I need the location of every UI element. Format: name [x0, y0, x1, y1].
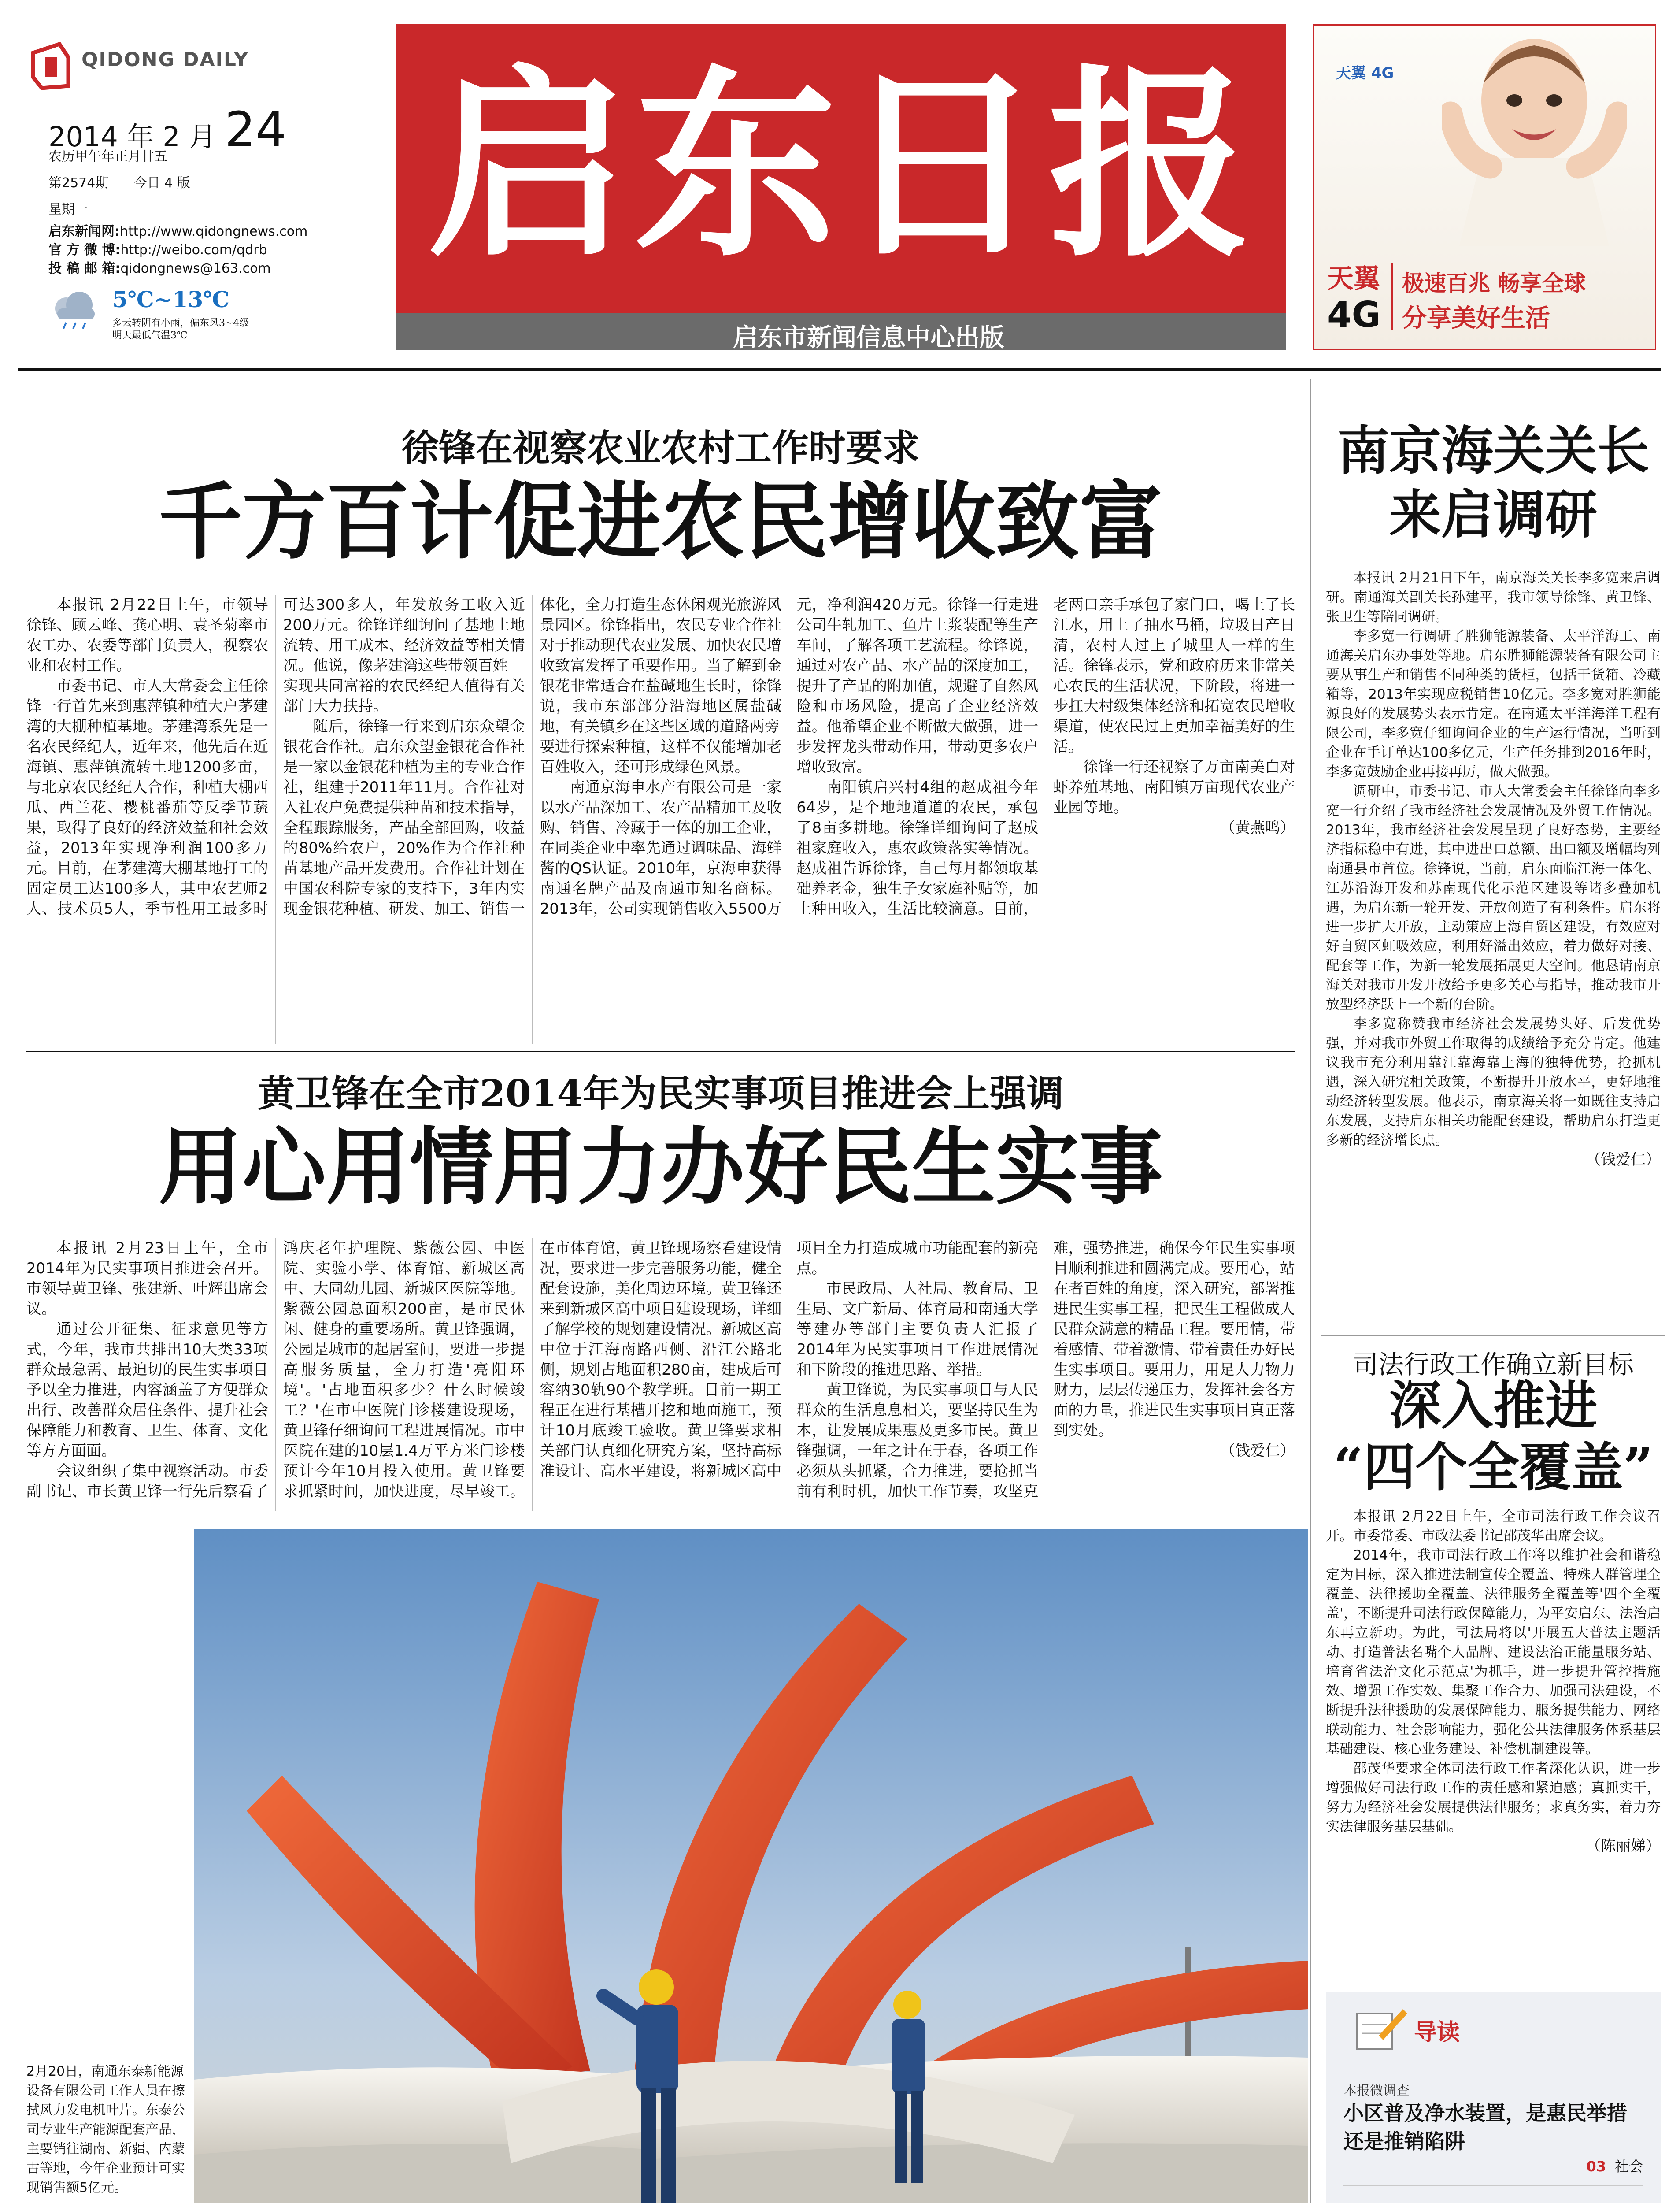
side1-headline[interactable]: 南京海关关长来启调研	[1337, 420, 1649, 545]
side2-headline-line1: 深入推进	[1389, 1375, 1597, 1436]
story1-paragraph: 本报讯 2月22日上午，市领导徐锋、顾云峰、龚心明、袁圣菊率市农工办、农委等部门负责人，视察农业和农村工作。	[26, 596, 268, 675]
side2-body	[1326, 1507, 1661, 1974]
guide-item-page	[1343, 2155, 1643, 2176]
telecom-advertisement[interactable]	[1313, 24, 1656, 350]
masthead	[0, 0, 1680, 361]
ad-divider	[1391, 263, 1393, 330]
temperature-range: 5℃~13℃	[112, 286, 230, 312]
guide-item-title	[1343, 2201, 1643, 2203]
side1-byline: （钱爱仁）	[1586, 1151, 1661, 1168]
guide-item[interactable]	[1343, 2201, 1643, 2203]
side2-paragraph: 邵茂华要求全体司法行政工作者深化认识，进一步增强做好司法行政工作的责任感和紧迫感；真抓实干，努力为经济社会发展提供法律服务；求真务实，着力夯实法律服务基层基础。	[1326, 1761, 1661, 1835]
side2-kicker: 司法行政工作确立新目标	[1352, 1350, 1634, 1380]
story1-paragraph: 徐锋一行还视察了万亩南美白对虾养殖基地、南阳镇万亩现代农业产业园等地。	[1053, 758, 1295, 816]
ad-slogan-line2: 分享美好生活	[1402, 304, 1550, 333]
issue-info	[48, 172, 190, 191]
contact-label: 启东新闻网:	[48, 224, 120, 239]
story1-body	[26, 595, 1295, 1044]
section-rule	[26, 1051, 1295, 1052]
ad-brand: 天翼	[1327, 263, 1380, 294]
story1-kicker: 徐锋在视察农业农村工作时要求	[401, 426, 920, 470]
story2-body	[26, 1238, 1295, 1511]
guide-box	[1326, 1992, 1661, 2203]
contact-row	[48, 223, 307, 241]
story2-paragraph: 会议组织了集中视察活动。市委副书记、市长黄卫锋一行先后察看了鸿庆老年护理院、紫薇公园、中医院、实验小学、体育馆、新城区高中、大同幼儿园、新城区医院等地。紫薇公园总面积200亩，是市民休闲、健身的重要场所。黄卫锋强调，公园是城市的起居室间，要进一步提高服务质量，全力打造'亮阳环境'。'占地面积多少？什么时候竣工？'在市中医院门诊楼建设现场，黄卫锋仔细询问工程进展情况。市中医院在建的10层1.4万平方米门诊楼预计今年10月投入使用。黄卫锋要求抓紧时间，加快进度，尽早竣工。在市体育馆，黄卫锋现场察看建设情况，要求进一步完善服务功能，健全配套设施，美化周边环境。黄卫锋还来到新城区高中项目建设现场，详细了解学校的规划建设情况。新城区高中位于江海南路西侧、沿江公路北侧，规划占地面积280亩，建成后可容纳30轨90个教学班。目前一期工程正在进行基槽开挖和地面施工，预计10月底竣工验收。黄卫锋要求相关部门认真细化研究方案，坚持高标准设计、高水平建设，将新城区高中项目全力打造成城市功能配套的新亮点。	[26, 1239, 1039, 1500]
weather-box	[48, 286, 357, 344]
side1-paragraph: 李多宽称赞我市经济社会发展势头好、后发优势强，并对我市外贸工作取得的成绩给予充分肯定。他建议我市充分利用靠江靠海靠上海的独特优势，抢抓机遇，深入研究相关政策，不断提升开放水平，更好地推动经济转型发展。他表示，南京海关将一如既往支持启东发展，支持启东相关功能配套建设，帮助启东打造更多新的经济增长点。	[1326, 1016, 1661, 1148]
day-number: 24	[225, 101, 287, 158]
wind-turbine-blades-photo[interactable]	[194, 1529, 1308, 2203]
story1-paragraph: 南通京海申水产有限公司是一家以水产品深加工、农产品精加工及收购、销售、冷藏于一体的加工企业，在同类企业中率先通过调味品、海鲜酱的QS认证。2010年，京海申获得南通名牌产品及南通市知名商标。2013年，公司实现销售收入5500万元，净利润420万元。徐锋一行走进公司牛轧加工、鱼片上浆装配等生产车间，了解各项工艺流程。徐锋说，通过对农产品、水产品的深度加工，提升了产品的附加值，规避了自然风险和市场风险，提高了企业经济效益。他希望企业不断做大做强，进一步发挥龙头带动作用，带动更多农户增收致富。	[540, 596, 1039, 918]
side1-paragraph: 调研中，市委书记、市人大常委会主任徐锋向李多宽一行介绍了我市经济社会发展情况及外贸工作情况。2013年，我市经济社会发展呈现了良好态势，主要经济指标稳中有进，其中进出口总额、出口额及增幅均列南通县市首位。徐锋说，当前，启东面临江海一体化、江苏沿海开发和苏南现代化示范区建设等诸多叠加机遇，为启东新一轮开发、开放创造了有利条件。启东将进一步扩大开放，主动策应上海自贸区建设，有效应对好自贸区虹吸效应，利用好溢出效应，着力做好对接、配套等工作，为新一轮发展拓展更大空间。他恳请南京海关对我市开发开放给予更多关心与指导，推动我市开放型经济跃上一个新的台阶。	[1326, 783, 1661, 1012]
side2-paragraph: 2014年，我市司法行政工作将以维护社会和谐稳定为目标，深入推进法制宣传全覆盖、特殊人群管理全覆盖、法律援助全覆盖、法律服务全覆盖等'四个全覆盖'，不断提升司法行政保障能力，为平安启东、法治启东再立新功。为此，司法局将以'开展五大普法主题活动、打造普法名嘴个人品牌、建设法治正能量服务站、培育省法治文化示范点'为抓手，进一步提升管控措施效、增强工作实效、集聚工作合力、加强司法建设，不断提升法律援助的发展保障能力、服务提供能力、网络联动能力、社会影响能力，强化公共法律服务体系基层基础建设、核心业务建设、补偿机制建设等。	[1326, 1547, 1661, 1757]
side2-headline[interactable]	[1321, 1375, 1665, 1498]
story1-paragraph: 实现共同富裕的农民经纪人值得有关部门大力扶持。	[283, 677, 525, 715]
contact-label: 官 方 微 博:	[48, 242, 121, 258]
story1-paragraph: 市委书记、市人大常委会主任徐锋一行首先来到惠萍镇种植大户茅建湾的大棚种植基地。茅建湾系先是一名农民经纪人，近年来，他先后在近海镇、惠萍镇流转土地1200多亩，与北京农民经纪人合作，种植大棚西瓜、西兰花、樱桃番茄等反季节蔬果，取得了良好的经济效益和社会效益，2013年实现净利润100多万元。目前，在茅建湾大棚基地打工的固定员工达100多人，其中农艺师2人、技术员5人，季节性用工最多时可达300多人，年发放务工收入近200万元。徐锋详细询问了基地土地流转、用工成本、经济效益等相关情况。他说，像茅建湾这些带领百姓	[26, 596, 525, 918]
story1-byline: （黄燕鸣）	[1220, 819, 1295, 837]
newspaper-logo-icon	[26, 40, 75, 93]
ad-slogan-line1: 极速百兆 畅享全球	[1402, 271, 1586, 296]
ad-brand-4g: 4G	[1327, 294, 1381, 335]
side2-paragraph: 本报讯 2月22日上午，全市司法行政工作会议召开。市委常委、市政法委书记邵茂华出席会议。	[1326, 1509, 1661, 1544]
masthead-rule	[18, 368, 1661, 371]
story1-paragraph: 要进行探索种植，这样不仅能增加老百姓收入，还可形成绿色风景。	[540, 738, 782, 776]
guide-title: 导读	[1414, 2019, 1460, 2046]
guide-item[interactable]	[1343, 2080, 1643, 2176]
story2-kicker: 黄卫锋在全市2014年为民实事项目推进会上强调	[258, 1072, 1064, 1115]
ad-slogan	[1402, 266, 1586, 336]
contact-label: 投 稿 邮 箱:	[48, 261, 121, 276]
photo-caption: 2月20日，南通东泰新能源设备有限公司工作人员在擦拭风力发电机叶片。东泰公司专业生产能源配套产品，主要销往湖南、新疆、内蒙古等地，今年企业预计可实现销售额5亿元。	[26, 2064, 185, 2196]
story2-paragraph: 黄卫锋说，为民实事项目与人民群众的生活息息相关，要坚持民生为本，让发展成果惠及更多市民。黄卫锋强调，一年之计在于春，各项工作必须从头抓紧，合力推进，要抢抓当前有利时机，加快工作节奏，攻坚克难，强势推进，确保今年民生实事项目顺利推进和圆满完成。要用心，站在者百姓的角度，深入研究，部署推进民生实事工程，把民生工程做成人民群众满意的精品工程。要用情，带着感情、带着激情、带着责任办好民生实事项目。要用力，用足人力物力财力，层层传递压力，发挥社会各方面的力量，推进民生实事项目真正落到实处。	[796, 1239, 1295, 1500]
side1-paragraph: 本报讯 2月21日下午，南京海关关长李多宽来启调研。南通海关副关长孙建平，我市领导徐锋、黄卫锋、张卫生等陪同调研。	[1326, 570, 1661, 625]
baby-photo	[1442, 26, 1627, 246]
contact-row	[48, 260, 307, 278]
side2-byline: （陈丽娣）	[1586, 1837, 1661, 1855]
side2-headline-line2: “四个全覆盖”	[1333, 1436, 1653, 1498]
notebook-pen-icon	[1352, 2000, 1410, 2053]
nameplate	[396, 24, 1286, 350]
story1-paragraph: 南阳镇启兴村4组的赵成祖今年64岁，是个地地道道的农民，承包了8亩多耕地。徐锋详细询问了赵成祖家庭收入，惠农政策落实等情况。赵成祖告诉徐锋，自己每月都领取基础养老金，独生子女家庭补贴等，加上种田收入，生活比较滴意。目前，老两口亲手承包了家门口，喝上了长江水，用上了抽水马桶，垃圾日产日清，农村人过上了城里人一样的生活。徐锋表示，党和政府历来非常关心农民的生活状况，下阶段，将进一步扛大村级集体经济和拓宽农民增收渠道，使农民过上更加幸福美好的生活。	[796, 596, 1295, 918]
contact-row	[48, 241, 307, 260]
guide-divider	[1343, 2185, 1643, 2186]
story2-headline[interactable]: 用心用情用力办好民生实事	[158, 1119, 1163, 1216]
year-month: 2014 年 2 月	[48, 121, 216, 153]
guide-item-title: 小区普及净水装置，是惠民举措还是推销陷阱	[1343, 2101, 1627, 2153]
issue-number: 第2574期	[48, 175, 109, 191]
rain-cloud-icon	[48, 291, 101, 330]
guide-item-tag: 本报微调查	[1343, 2083, 1410, 2099]
story2-paragraph: 通过公开征集、征求意见等方式，今年，我市共排出10大类33项群众最急需、最迫切的民生实事项目予以全力推进，内容涵盖了方便群众出行、改善群众居住条件、提升社会保障能力和教育、卫生、体育、文化等方方面面。	[26, 1320, 268, 1460]
guide-page-number: 03	[1586, 2158, 1606, 2175]
page-count: 今日 4 版	[133, 175, 190, 191]
newspaper-title: 启东日报	[427, 46, 1255, 284]
publisher-bar	[396, 313, 1286, 350]
story1-headline[interactable]: 千方百计促进农民增收致富	[158, 473, 1163, 571]
weather-description: 多云转阴有小雨，偏东风3~4级 明天最低气温3℃	[112, 318, 249, 341]
publisher-name: 启东市新闻信息中心出版	[733, 323, 1004, 352]
weekday: 星期一	[48, 202, 88, 217]
story2-byline: （钱爱仁）	[1220, 1442, 1295, 1460]
story2-paragraph: 市民政局、人社局、教育局、卫生局、文广新局、体育局和南通大学等建办等部门主要负责人汇报了2014年为民实事项目工作进展情况和下阶段的推进思路、举措。	[796, 1280, 1039, 1379]
weibo-link[interactable]: http://weibo.com/qdrb	[120, 242, 267, 258]
sidebar-rule	[1321, 1335, 1665, 1336]
story1-paragraph: 随后，徐锋一行来到启东众望金银花合作社。启东众望金银花合作社是一家以金银花种植为主的专业合作社，组建于2011年11月。合作社对入社农户免费提供种苗和技术指导，全程跟踪服务，产品全部回购，收益的80%给农户，20%作为合作社种苗基地产品开发费用。合作社计划在中国农科院专家的支持下，3年内实现金银花种植、研发、加工、销售一体化，全力打造生态休闲观光旅游风景园区。徐锋指出，农民专业合作社对于推动现代农业发展、加快农民增收致富发挥了重要作用。当了解到金银花非常适合在盐碱地生长时，徐锋说，我市东部部分沿海地区属盐碱地，有关镇乡在这些区域的道路两旁	[283, 596, 782, 918]
side1-paragraph: 李多宽一行调研了胜狮能源装备、太平洋海工、南通海关启东办事处等地。启东胜狮能源装备有限公司主要从事生产和销售不同种类的货柜，包括干货箱、冷藏箱等，2013年实现应税销售10亿元。李多宽对胜狮能源良好的发展势头表示肯定。在南通太平洋海洋工程有限公司，李多宽仔细询问企业的生产运行情况，当听到企业在手订单达100多亿元，生产任务排到2016年时，李多宽鼓励企业再接再厉，做大做强。	[1326, 628, 1661, 780]
lunar-date: 农历甲午年正月廿五	[48, 149, 167, 164]
ad-brand-small: 天翼 4G	[1336, 64, 1394, 82]
website-link[interactable]: http://www.qidongnews.com	[120, 224, 308, 239]
guide-page-name: 社会	[1614, 2158, 1643, 2175]
english-title: QIDONG DAILY	[81, 48, 249, 71]
side1-body	[1326, 568, 1661, 1322]
contact-block	[48, 223, 307, 278]
sidebar-divider	[1310, 379, 1311, 2203]
email-link[interactable]: qidongnews@163.com	[120, 261, 271, 276]
story2-paragraph: 本报讯 2月23日上午，全市2014年为民实事项目推进会召开。市领导黄卫锋、张建新、叶辉出席会议。	[26, 1239, 268, 1318]
